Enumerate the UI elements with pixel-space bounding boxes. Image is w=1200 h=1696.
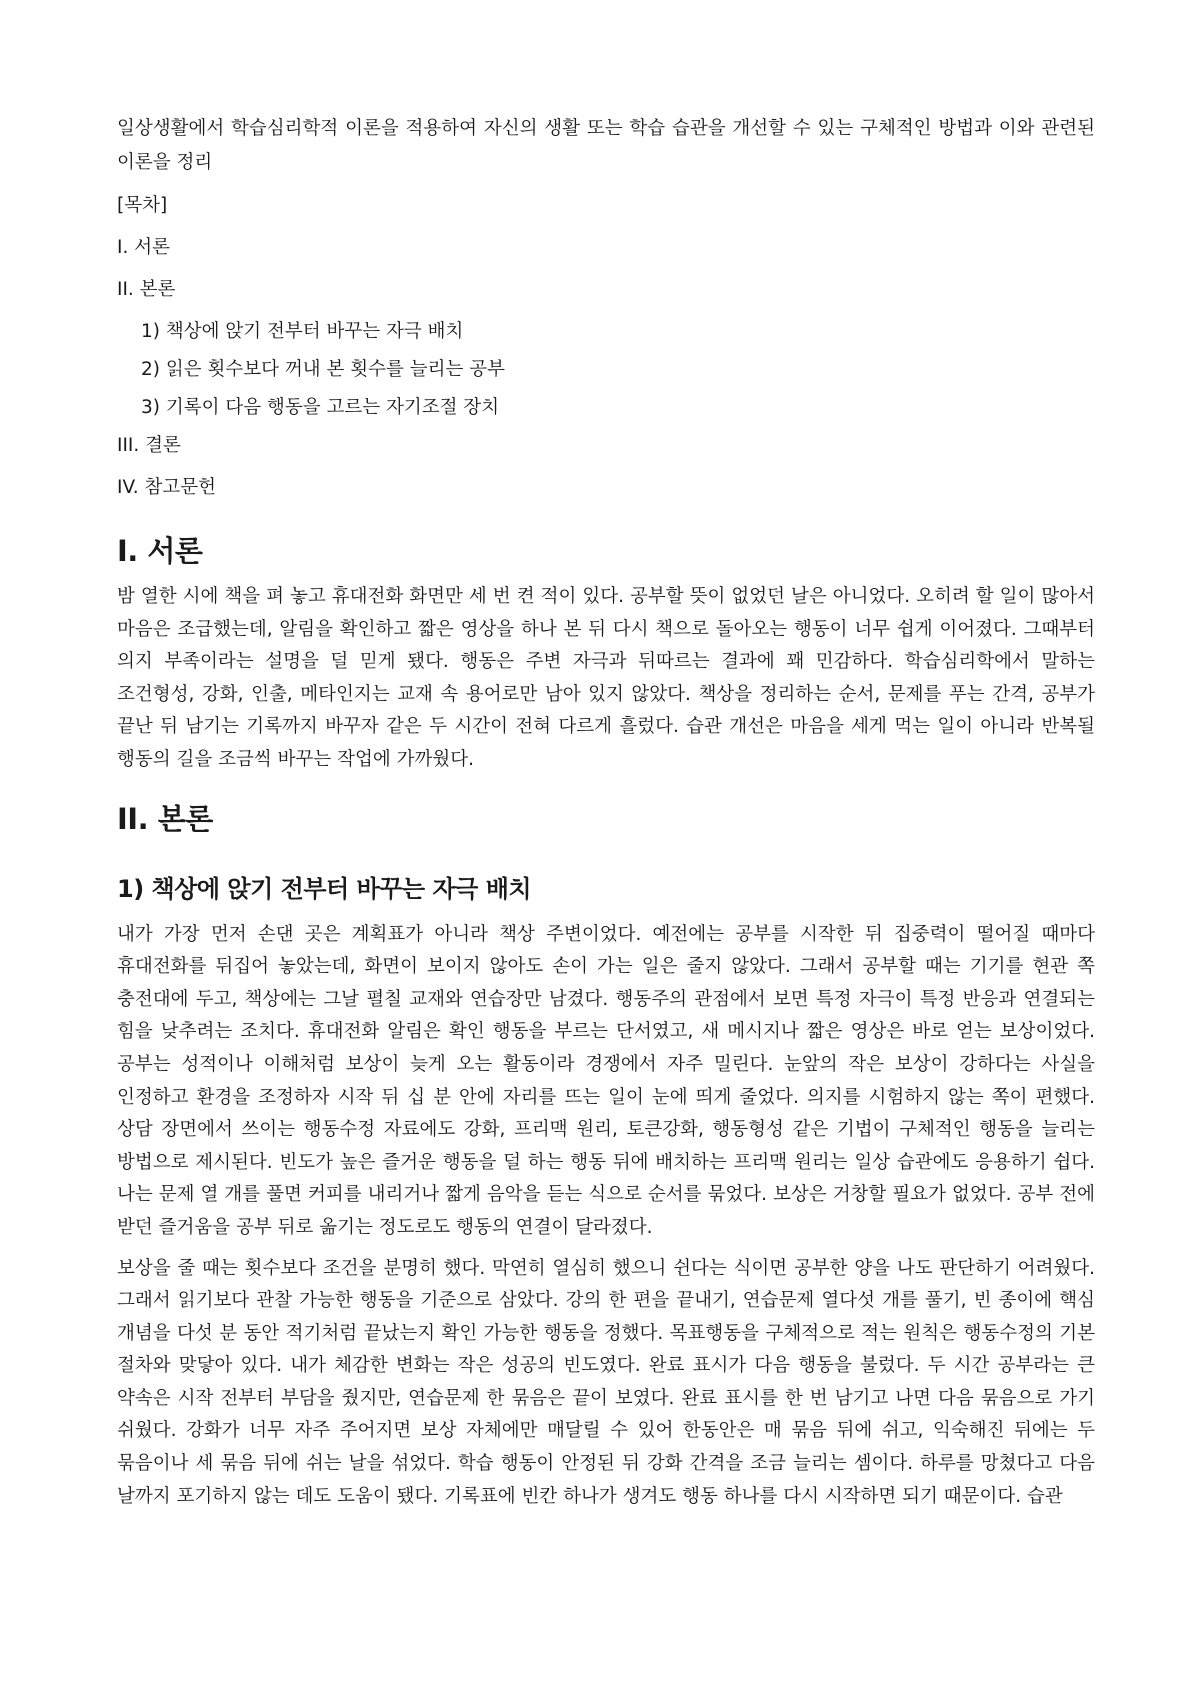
body-paragraph: 보상을 줄 때는 횟수보다 조건을 분명히 했다. 막연히 열심히 했으니 쉰다는 식이면 공부한 양을 나도 판단하기 어려웠다. 그래서 읽기보다 관찰 가능한 행동을 기준으로 삼았다. 강의 한 편을 끝내기, 연습문제 열다섯 개를 풀기, 빈 종이에 핵심 개념을 다섯 분 동안 적기처럼 끝났는지 확인 가능한 행동을 정했다. 목표행동을 구체적으로 적는 원칙은 행동수정의 기본 절차와 맞닿아 있다. 내가 체감한 변화는 작은 성공의 빈도였다. 완료 표시가 다음 행동을 불렀다. 두 시간 공부라는 큰 약속은 시작 전부터 부담을 줬지만, 연습문제 한 묶음은 끝이 보였다. 완료 표시를 한 번 남기고 나면 다음 묶음으로 가기 쉬웠다. 강화가 너무 자주 주어지면 보상 자체에만 매달릴 수 있어 한동안은 매 묶음 뒤에 쉬고, 익숙해진 뒤에는 두 묶음이나 세 묶음 뒤에 쉬는 날을 섞었다. 학습 행동이 안정된 뒤 강화 간격을 조금 늘리는 셈이다. 하루를 망쳤다고 다음 날까지 포기하지 않는 데도 도움이 됐다. 기록표에 빈칸 하나가 생겨도 행동 하나를 다시 시작하면 되기 때문이다. 습관 [117, 1257, 1095, 1507]
toc-subitem-2: 2) 읽은 횟수보다 꺼내 본 횟수를 늘리는 공부 [141, 359, 505, 380]
toc-item-intro: I. 서론 [117, 237, 170, 258]
document-title: 일상생활에서 학습심리학적 이론을 적용하여 자신의 생활 또는 학습 습관을 개선할 수 있는 구체적인 방법과 이와 관련된 이론을 정리 [117, 118, 1095, 173]
toc-item-conclusion: III. 결론 [117, 435, 181, 456]
body-paragraph: 내가 가장 먼저 손댄 곳은 계획표가 아니라 책상 주변이었다. 예전에는 공부를 시작한 뒤 집중력이 떨어질 때마다 휴대전화를 뒤집어 놓았는데, 화면이 보이지 않아도 손이 가는 일은 줄지 않았다. 그래서 공부할 때는 기기를 현관 쪽 충전대에 두고, 책상에는 그날 펼칠 교재와 연습장만 남겼다. 행동주의 관점에서 보면 특정 자극이 특정 반응과 연결되는 힘을 낮추려는 조치다. 휴대전화 알림은 확인 행동을 부르는 단서였고, 새 메시지나 짧은 영상은 바로 얻는 보상이었다. 공부는 성적이나 이해처럼 보상이 늦게 오는 활동이라 경쟁에서 자주 밀린다. 눈앞의 작은 보상이 강하다는 사실을 인정하고 환경을 조정하자 시작 뒤 십 분 안에 자리를 뜨는 일이 눈에 띄게 줄었다. 의지를 시험하지 않는 쪽이 편했다. 상담 장면에서 쓰이는 행동수정 자료에도 강화, 프리맥 원리, 토큰강화, 행동형성 같은 기법이 구체적인 행동을 늘리는 방법으로 제시된다. 빈도가 높은 즐거운 행동을 덜 하는 행동 뒤에 배치하는 프리맥 원리는 일상 습관에도 응용하기 쉽다. 나는 문제 열 개를 풀면 커피를 내리거나 짧게 음악을 듣는 식으로 순서를 묶었다. 보상은 거창할 필요가 없었다. 공부 전에 받던 즐거움을 공부 뒤로 옮기는 정도로도 행동의 연결이 달라졌다. [117, 923, 1095, 1238]
subsection-heading-1: 1) 책상에 앉기 전부터 바꾸는 자극 배치 [117, 874, 532, 903]
table-of-contents [117, 189, 1095, 505]
section-heading-intro: I. 서론 [117, 534, 203, 568]
intro-paragraph: 밤 열한 시에 책을 펴 놓고 휴대전화 화면만 세 번 켠 적이 있다. 공부할 뜻이 없었던 날은 아니었다. 오히려 할 일이 많아서 마음은 조급했는데, 알림을 확인하고 짧은 영상을 하나 본 뒤 다시 책으로 돌아오는 행동이 너무 쉽게 이어졌다. 그때부터 의지 부족이라는 설명을 덜 믿게 됐다. 행동은 주변 자극과 뒤따르는 결과에 꽤 민감하다. 학습심리학에서 말하는 조건형성, 강화, 인출, 메타인지는 교재 속 용어로만 남아 있지 않았다. 책상을 정리하는 순서, 문제를 푸는 간격, 공부가 끝난 뒤 남기는 기록까지 바꾸자 같은 두 시간이 전혀 다르게 흘렀다. 습관 개선은 마음을 세게 먹는 일이 아니라 반복될 행동의 길을 조금씩 바꾸는 작업에 가까웠다. [117, 586, 1095, 770]
toc-heading: [목차] [117, 195, 168, 216]
toc-item-body: II. 본론 [117, 279, 176, 300]
toc-item-references: IV. 참고문헌 [117, 477, 216, 498]
section-heading-body: II. 본론 [117, 801, 213, 836]
toc-subitem-1: 1) 책상에 앉기 전부터 바꾸는 자극 배치 [141, 321, 464, 342]
toc-subitem-3: 3) 기록이 다음 행동을 고르는 자기조절 장치 [141, 397, 500, 418]
document-page [117, 112, 1095, 1521]
